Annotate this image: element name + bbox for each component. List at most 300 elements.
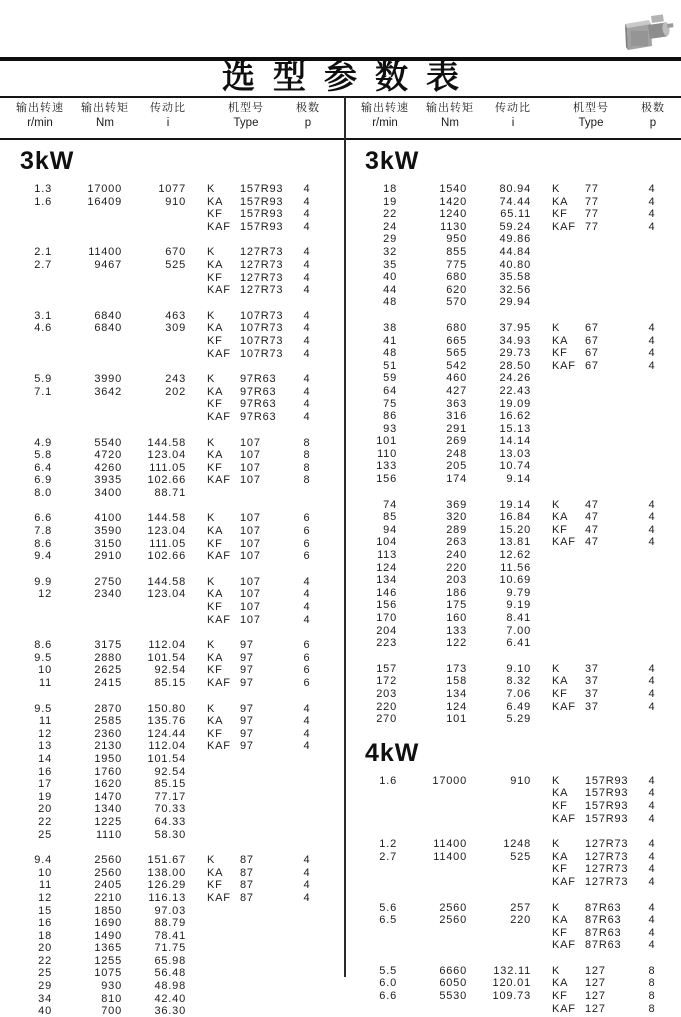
speed-cell: 223	[376, 637, 397, 650]
torque-cell: 1130	[440, 220, 467, 233]
type-model-cell: 157R93	[585, 787, 629, 800]
poles-cell: 4	[648, 901, 656, 914]
type-prefix-cell	[186, 778, 240, 791]
speed-cell: 6.4	[34, 461, 52, 474]
table-row	[345, 902, 681, 915]
poles-cell	[292, 955, 322, 968]
type-model-cell: 77	[585, 195, 599, 208]
type-prefix-cell: KAF	[207, 613, 231, 626]
poles-cell: 4	[303, 715, 311, 728]
table-row	[0, 601, 344, 614]
table-row	[0, 791, 344, 804]
poles-cell	[637, 448, 667, 461]
table-row	[345, 183, 681, 196]
header-poles-unit: p	[304, 117, 312, 129]
speed-cell: 1.2	[379, 838, 397, 851]
table-row	[0, 766, 344, 779]
ratio-cell: 19.09	[499, 397, 531, 410]
poles-cell: 4	[303, 575, 311, 588]
type-model-cell: 97R63	[240, 398, 277, 411]
speed-cell: 8.0	[34, 486, 52, 499]
speed-cell: 11	[38, 715, 52, 728]
type-model-cell: 97R63	[240, 410, 277, 423]
table-row	[345, 385, 681, 398]
ratio-cell: 220	[510, 914, 531, 927]
ratio-cell: 65.11	[500, 208, 531, 221]
table-row	[0, 398, 344, 411]
ratio-cell: 8.41	[506, 612, 531, 624]
poles-cell: 4	[303, 854, 311, 867]
speed-cell: 156	[376, 473, 397, 486]
table-row	[0, 778, 344, 791]
type-model-cell: 37	[585, 700, 599, 713]
ratio-cell: 13.03	[499, 447, 531, 460]
table-row	[0, 246, 344, 259]
ratio-cell	[467, 813, 531, 826]
torque-cell: 4720	[94, 449, 122, 462]
type-prefix-cell: KA	[552, 195, 569, 208]
table-row	[0, 993, 344, 1006]
torque-cell: 134	[446, 687, 467, 700]
ratio-cell: 5.29	[506, 713, 531, 726]
ratio-cell	[122, 208, 186, 221]
type-prefix-cell: KF	[207, 208, 223, 221]
torque-cell: 3590	[94, 525, 122, 538]
type-model-cell	[240, 803, 292, 816]
speed-cell: 110	[377, 447, 397, 460]
ratio-cell: 48.98	[154, 980, 186, 993]
ratio-cell: 1077	[158, 183, 186, 195]
speed-cell: 11	[38, 677, 52, 689]
ratio-cell: 19.14	[499, 498, 531, 511]
table-row	[0, 284, 344, 297]
ratio-cell: 9.19	[506, 599, 531, 612]
table-row	[0, 803, 344, 816]
speed-cell: 1.6	[379, 774, 397, 787]
table-row	[0, 196, 344, 209]
type-model-cell: 87R63	[585, 939, 622, 952]
torque-cell	[397, 939, 467, 952]
torque-cell: 2405	[94, 879, 122, 892]
header-type-label: 机型号	[228, 102, 264, 114]
speed-cell: 35	[383, 258, 397, 271]
ratio-cell: 120.01	[492, 977, 531, 990]
type-prefix-cell: KA	[207, 866, 224, 879]
type-prefix-cell	[531, 385, 585, 398]
type-prefix-cell: K	[552, 321, 561, 334]
type-prefix-cell	[186, 905, 240, 918]
torque-cell: 220	[446, 561, 467, 574]
type-model-cell: 47	[585, 536, 599, 549]
type-prefix-cell	[531, 460, 585, 473]
type-prefix-cell: KF	[207, 664, 223, 677]
torque-cell: 1760	[94, 765, 122, 778]
table-row	[345, 246, 681, 259]
type-prefix-cell: K	[207, 436, 216, 449]
table-row	[0, 677, 344, 690]
type-prefix-cell	[186, 803, 240, 816]
ratio-cell: 88.79	[154, 917, 186, 930]
poles-cell	[637, 259, 667, 272]
type-model-cell: 107	[240, 525, 261, 538]
ratio-cell	[122, 335, 186, 348]
speed-cell: 20	[38, 942, 52, 955]
ratio-cell: 40.80	[499, 258, 531, 271]
header-poles-label: 极数	[296, 102, 320, 114]
speed-cell: 29	[38, 980, 52, 993]
poles-cell: 4	[648, 359, 656, 372]
type-model-cell: 97R63	[240, 373, 277, 386]
type-prefix-cell: KF	[552, 863, 568, 876]
torque-cell	[397, 787, 467, 800]
poles-cell	[292, 967, 322, 980]
torque-cell: 248	[446, 447, 467, 460]
row-group	[345, 183, 681, 309]
table-row	[345, 863, 681, 876]
type-prefix-cell: KA	[207, 449, 224, 462]
poles-cell: 4	[648, 914, 656, 927]
poles-cell: 8	[648, 964, 656, 977]
torque-cell: 369	[446, 498, 467, 511]
table-row	[0, 322, 344, 335]
speed-cell	[0, 208, 52, 221]
header-speed	[345, 101, 425, 137]
poles-cell: 4	[648, 774, 656, 787]
type-model-cell: 157R93	[585, 774, 629, 787]
table-row	[345, 587, 681, 600]
speed-cell: 156	[376, 599, 397, 612]
table-row	[345, 524, 681, 537]
speed-cell: 17	[38, 778, 52, 791]
torque-cell: 9467	[94, 258, 122, 271]
poles-cell: 4	[648, 220, 656, 233]
type-model-cell	[240, 955, 292, 968]
type-model-cell: 157R93	[585, 799, 629, 812]
table-row	[345, 562, 681, 575]
type-prefix-cell: KAF	[207, 550, 231, 563]
ratio-cell: 112.04	[148, 639, 186, 652]
ratio-cell: 123.04	[147, 525, 186, 538]
table-row	[345, 208, 681, 221]
type-model-cell: 87	[240, 891, 254, 904]
type-model-cell	[240, 967, 292, 980]
torque-cell: 1470	[94, 790, 122, 803]
table-header-right	[345, 101, 681, 137]
torque-cell	[52, 335, 122, 348]
table-row	[345, 284, 681, 297]
type-model-cell	[585, 599, 637, 612]
speed-cell: 86	[383, 410, 397, 423]
type-prefix-cell: KA	[207, 385, 224, 398]
torque-cell: 1490	[94, 929, 122, 942]
type-prefix-cell	[186, 753, 240, 766]
ratio-cell: 116.13	[148, 891, 186, 904]
type-model-cell: 77	[585, 183, 599, 195]
type-model-cell: 77	[585, 220, 599, 233]
torque-cell: 6840	[94, 309, 122, 322]
ratio-cell: 97.03	[154, 904, 186, 917]
type-prefix-cell: K	[207, 854, 216, 867]
ratio-cell: 101.54	[147, 651, 186, 664]
speed-cell: 25	[38, 967, 52, 980]
type-prefix-cell: K	[552, 774, 561, 787]
table-column-left	[0, 141, 344, 1017]
type-model-cell: 47	[585, 523, 599, 536]
poles-cell: 4	[648, 875, 656, 888]
type-model-cell	[585, 398, 637, 411]
poles-cell: 4	[648, 850, 656, 863]
table-row	[345, 625, 681, 638]
poles-cell: 4	[303, 601, 311, 614]
speed-cell	[0, 398, 52, 411]
type-model-cell: 127R73	[585, 863, 629, 876]
torque-cell: 158	[446, 675, 467, 688]
ratio-cell: 150.80	[147, 702, 186, 715]
ratio-cell	[467, 787, 531, 800]
speed-cell: 170	[376, 612, 397, 624]
type-prefix-cell: KAF	[552, 939, 576, 952]
type-prefix-cell	[531, 637, 585, 650]
torque-cell	[397, 927, 467, 940]
ratio-cell: 126.29	[147, 879, 186, 892]
type-model-cell	[585, 460, 637, 473]
torque-cell: 175	[446, 599, 467, 612]
torque-cell: 1110	[95, 828, 122, 841]
ratio-cell: 102.66	[147, 550, 186, 563]
poles-cell: 4	[648, 195, 656, 208]
torque-cell: 1365	[94, 942, 122, 955]
table-row	[0, 449, 344, 462]
poles-cell: 8	[303, 449, 311, 462]
header-speed-label: 输出转速	[361, 102, 409, 114]
type-model-cell: 97	[240, 664, 254, 677]
type-prefix-cell: K	[552, 662, 561, 675]
speed-cell: 15	[38, 904, 52, 917]
type-model-cell: 127R73	[240, 284, 284, 297]
torque-cell: 1950	[94, 752, 122, 765]
row-group	[0, 703, 344, 842]
ratio-cell: 9.10	[506, 662, 531, 675]
torque-cell: 2880	[94, 651, 122, 664]
header-rule	[0, 138, 681, 140]
table-row	[345, 322, 681, 335]
type-model-cell: 107	[240, 601, 261, 614]
table-row	[0, 854, 344, 867]
speed-cell: 157	[376, 662, 397, 675]
poles-cell: 4	[648, 799, 656, 812]
ratio-cell: 12.62	[499, 549, 531, 562]
torque-cell	[397, 876, 467, 889]
type-model-cell	[240, 753, 292, 766]
type-prefix-cell: KAF	[207, 740, 231, 753]
table-row	[345, 927, 681, 940]
type-prefix-cell: K	[207, 373, 216, 386]
torque-cell: 6660	[439, 964, 467, 977]
ratio-cell: 71.75	[154, 942, 186, 955]
ratio-cell	[467, 800, 531, 813]
header-torque	[425, 101, 475, 137]
type-prefix-cell: KF	[207, 727, 223, 740]
speed-cell: 6.9	[34, 474, 52, 487]
ratio-cell	[467, 876, 531, 889]
row-group	[0, 183, 344, 233]
speed-cell	[0, 601, 52, 614]
ratio-cell: 6.49	[506, 700, 531, 713]
type-prefix-cell: K	[207, 702, 216, 715]
speed-cell	[0, 221, 52, 234]
type-model-cell: 127R73	[585, 838, 629, 851]
ratio-cell: 59.24	[499, 220, 531, 233]
poles-cell: 4	[648, 321, 656, 334]
poles-cell: 4	[303, 613, 311, 626]
ratio-cell: 138.00	[147, 866, 186, 879]
ratio-cell: 525	[165, 258, 186, 271]
type-prefix-cell: KF	[207, 334, 223, 347]
ratio-cell: 144.58	[147, 575, 186, 588]
type-prefix-cell	[531, 246, 585, 259]
torque-cell: 620	[446, 283, 467, 296]
speed-cell: 25	[38, 828, 52, 841]
ratio-cell: 64.33	[154, 815, 186, 828]
poles-cell: 8	[303, 474, 311, 487]
type-prefix-cell: KAF	[207, 347, 231, 360]
ratio-cell	[467, 1003, 531, 1016]
type-model-cell: 67	[585, 359, 599, 372]
type-model-cell: 87R63	[585, 914, 622, 927]
torque-cell: 565	[446, 347, 467, 360]
type-prefix-cell: KAF	[207, 474, 231, 487]
row-group	[0, 512, 344, 562]
ratio-cell: 8.32	[506, 675, 531, 688]
torque-cell: 2415	[94, 677, 122, 689]
speed-cell: 34	[38, 992, 52, 1005]
poles-cell	[637, 599, 667, 612]
torque-cell: 1540	[439, 183, 467, 195]
speed-cell: 6.6	[34, 512, 52, 525]
header-speed-unit: r/min	[372, 117, 398, 129]
table-row	[0, 980, 344, 993]
speed-cell: 40	[38, 1005, 52, 1017]
table-row	[345, 775, 681, 788]
speed-cell: 270	[376, 713, 397, 726]
speed-cell: 104	[376, 536, 397, 549]
type-prefix-cell	[531, 410, 585, 423]
poles-cell: 4	[648, 863, 656, 876]
section-heading: 3kW	[20, 147, 75, 175]
poles-cell: 4	[303, 727, 311, 740]
type-model-cell: 97R63	[240, 385, 277, 398]
torque-cell: 289	[446, 523, 467, 536]
ratio-cell: 151.67	[147, 854, 186, 867]
row-group	[0, 437, 344, 500]
table-row	[345, 701, 681, 714]
ratio-cell: 24.26	[499, 372, 531, 385]
type-prefix-cell: KA	[552, 914, 569, 927]
table-row	[345, 271, 681, 284]
type-model-cell: 67	[585, 347, 599, 360]
type-prefix-cell	[531, 296, 585, 309]
type-model-cell: 67	[585, 321, 599, 334]
poles-cell: 4	[303, 183, 311, 195]
speed-cell: 59	[383, 372, 397, 385]
ratio-cell: 10.74	[499, 460, 531, 473]
table-row	[345, 423, 681, 436]
table-row	[0, 550, 344, 563]
ratio-cell: 56.48	[154, 967, 186, 980]
ratio-cell: 6.41	[506, 637, 531, 650]
header-torque-label: 输出转矩	[81, 102, 129, 114]
poles-cell	[292, 993, 322, 1006]
poles-cell	[637, 410, 667, 423]
ratio-cell: 34.93	[499, 334, 531, 347]
speed-cell: 5.9	[34, 373, 52, 386]
type-prefix-cell	[531, 372, 585, 385]
table-row	[345, 296, 681, 309]
ratio-cell: 70.33	[154, 803, 186, 816]
type-prefix-cell: KAF	[207, 677, 231, 689]
table-row	[0, 955, 344, 968]
speed-cell: 5.6	[379, 901, 397, 914]
torque-cell	[52, 348, 122, 361]
table-row	[345, 663, 681, 676]
torque-cell: 5530	[439, 990, 467, 1003]
poles-cell	[637, 637, 667, 650]
speed-cell: 172	[376, 675, 397, 688]
type-model-cell	[585, 574, 637, 587]
type-model-cell: 107	[240, 436, 261, 449]
table-row	[345, 990, 681, 1003]
poles-cell: 4	[648, 498, 656, 511]
torque-cell: 2560	[439, 901, 467, 914]
ratio-cell: 32.56	[499, 283, 531, 296]
poles-cell	[292, 816, 322, 829]
type-model-cell: 127	[585, 990, 606, 1003]
speed-cell: 204	[376, 624, 397, 637]
speed-cell: 6.0	[379, 977, 397, 990]
type-prefix-cell: KF	[207, 461, 223, 474]
row-group	[345, 838, 681, 888]
type-prefix-cell	[531, 423, 585, 436]
type-prefix-cell: K	[207, 575, 216, 588]
ratio-cell: 7.06	[506, 687, 531, 700]
speed-cell: 7.8	[34, 525, 52, 538]
torque-cell: 2130	[94, 740, 122, 753]
table-row	[345, 549, 681, 562]
type-prefix-cell: KA	[552, 850, 569, 863]
type-prefix-cell: KF	[552, 926, 568, 939]
type-prefix-cell	[186, 829, 240, 842]
poles-cell: 4	[648, 926, 656, 939]
torque-cell: 4260	[94, 461, 122, 474]
type-model-cell: 87	[240, 854, 254, 867]
header-type-label: 机型号	[573, 102, 609, 114]
speed-cell: 10	[38, 664, 52, 677]
poles-cell: 4	[303, 410, 311, 423]
type-model-cell	[585, 233, 637, 246]
row-group	[345, 663, 681, 726]
table-row	[345, 813, 681, 826]
poles-cell: 8	[303, 436, 311, 449]
type-prefix-cell: K	[552, 901, 561, 914]
table-row	[345, 612, 681, 625]
torque-cell: 6840	[94, 322, 122, 335]
torque-cell: 2750	[94, 575, 122, 588]
ratio-cell: 80.94	[499, 183, 531, 195]
row-group	[0, 854, 344, 1017]
poles-cell	[637, 284, 667, 297]
section-heading: 3kW	[365, 147, 420, 175]
poles-cell: 4	[303, 322, 311, 335]
